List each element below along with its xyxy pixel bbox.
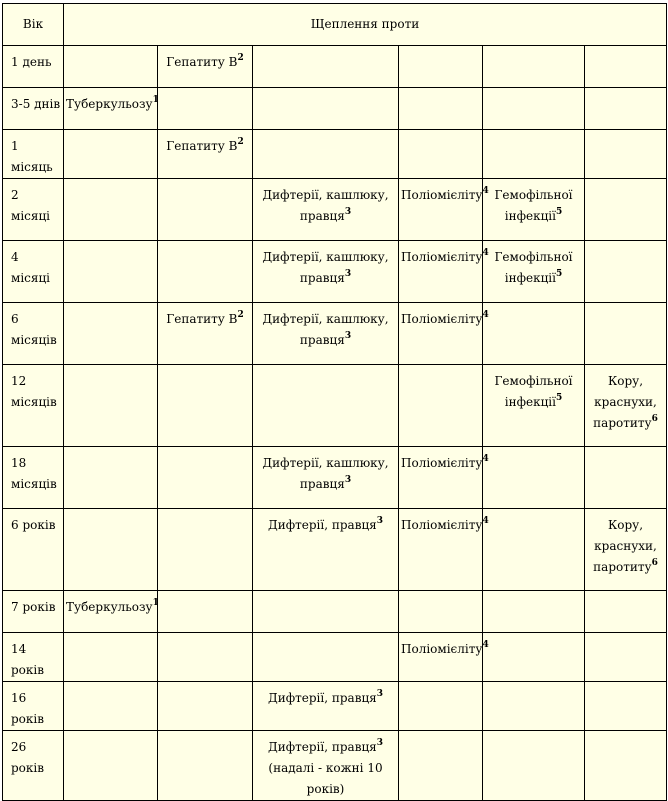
vaccine-cell (64, 241, 158, 303)
footnote-marker: 4 (482, 640, 489, 650)
footnote-marker: 3 (376, 738, 383, 748)
footnote-marker: 4 (482, 516, 489, 526)
footnote-marker: 5 (555, 393, 563, 403)
vaccine-cell (158, 731, 253, 801)
age-cell: 18 місяців (3, 447, 64, 509)
vaccine-cell (253, 633, 399, 682)
vaccine-cell (483, 509, 585, 591)
footnote-marker: 6 (651, 558, 658, 568)
vaccine-cell (64, 682, 158, 731)
vaccine-cell (399, 303, 489, 365)
table-row (3, 179, 667, 241)
vaccine-cell (64, 303, 158, 365)
vaccine-cell (253, 130, 399, 179)
vaccine-cell (253, 365, 399, 447)
footnote-marker: 4 (482, 248, 489, 258)
vaccine-cell (158, 46, 253, 88)
vaccine-cell (483, 365, 585, 447)
table-row (3, 509, 667, 591)
footnote-marker: 3 (344, 207, 352, 217)
vaccine-cell (253, 303, 399, 365)
vaccine-cell (253, 88, 399, 130)
vaccine-cell (64, 591, 158, 633)
vaccine-cell (158, 130, 253, 179)
vaccine-cell (399, 447, 489, 509)
vaccine-cell (399, 130, 483, 179)
vaccine-name: Гепатиту В (166, 55, 238, 69)
table-row (3, 88, 667, 130)
vaccine-name: Дифтерії, кашлюку, правця (262, 456, 389, 491)
vaccine-cell (253, 591, 399, 633)
vaccine-cell (158, 88, 253, 130)
footnote-marker: 3 (344, 475, 352, 485)
vaccine-cell (585, 731, 667, 801)
footnote-marker: 2 (237, 310, 244, 320)
vaccine-cell (585, 46, 667, 88)
vaccine-cell (64, 46, 158, 88)
footnote-marker: 4 (482, 186, 489, 196)
vaccine-cell (399, 179, 489, 241)
vaccine-name: Гепатиту В (166, 139, 238, 153)
vaccine-cell (483, 303, 585, 365)
vaccine-cell (483, 179, 585, 241)
vaccine-cell (483, 241, 585, 303)
vaccine-name: Поліомієліту (401, 188, 483, 202)
age-cell: 26 років (3, 731, 64, 801)
vaccine-cell (64, 365, 158, 447)
vaccine-cell (483, 731, 585, 801)
table-row (3, 731, 667, 801)
footnote-marker: 4 (482, 454, 489, 464)
vaccine-cell (585, 447, 667, 509)
age-cell: 4 місяці (3, 241, 64, 303)
table-row (3, 447, 667, 509)
vaccine-name: Туберкульозу (66, 600, 153, 614)
vaccine-cell (64, 88, 158, 130)
vaccine-cell (64, 179, 158, 241)
vaccine-name: Туберкульозу (66, 97, 153, 111)
vaccine-cell (483, 88, 585, 130)
table-row (3, 633, 667, 682)
vaccine-cell (158, 509, 253, 591)
vaccine-name: Гемофільної інфекції (494, 250, 573, 285)
footnote-marker: 3 (344, 269, 352, 279)
footnote-marker: 2 (237, 53, 244, 63)
vaccine-name: Поліомієліту (401, 250, 483, 264)
footnote-marker: 3 (344, 331, 352, 341)
vaccine-cell (483, 591, 585, 633)
vaccine-cell (64, 447, 158, 509)
vaccine-name: Кору, краснухи, паротиту (593, 518, 657, 574)
vaccine-cell (585, 179, 667, 241)
vaccine-cell (585, 633, 667, 682)
vaccine-cell (158, 447, 253, 509)
table-row (3, 46, 667, 88)
vaccine-cell (399, 88, 483, 130)
footnote-marker: 5 (555, 269, 563, 279)
vaccine-name: Дифтерії, кашлюку, правця (262, 312, 389, 347)
vaccine-cell (399, 591, 483, 633)
vaccine-cell (158, 303, 253, 365)
vaccine-cell (253, 447, 399, 509)
vaccine-cell (483, 46, 585, 88)
vaccine-cell (585, 88, 667, 130)
vaccine-cell (585, 241, 667, 303)
vaccine-cell (483, 130, 585, 179)
vaccine-cell (399, 633, 489, 682)
footnote-marker: 3 (376, 689, 383, 699)
vaccine-cell (585, 130, 667, 179)
table-row (3, 303, 667, 365)
footnote-marker: 1 (152, 95, 159, 105)
vaccine-name: Дифтерії, кашлюку, правця (262, 188, 389, 223)
vaccine-name: Кору, краснухи, паротиту (593, 374, 657, 430)
vaccine-cell (585, 365, 667, 447)
vaccine-cell (253, 682, 399, 731)
footnote-marker: 5 (555, 207, 563, 217)
vaccine-name: Гемофільної інфекції (494, 188, 573, 223)
age-cell: 6 років (3, 509, 64, 591)
header-row (3, 4, 667, 46)
vaccine-cell (158, 365, 253, 447)
vaccine-cell (399, 731, 483, 801)
vaccine-cell (253, 179, 399, 241)
vaccination-column-header: Щеплення проти (64, 4, 667, 46)
vaccine-name: Поліомієліту (401, 642, 483, 656)
table-row (3, 130, 667, 179)
age-cell: 3-5 днів (3, 88, 64, 130)
age-cell: 7 років (3, 591, 64, 633)
table-row (3, 241, 667, 303)
vaccine-cell (483, 633, 585, 682)
footnote-marker: 2 (237, 137, 244, 147)
vaccine-cell (585, 509, 667, 591)
vaccine-name: Поліомієліту (401, 456, 483, 470)
age-column-header: Вік (3, 4, 64, 46)
vaccine-cell (64, 130, 158, 179)
age-cell: 1 день (3, 46, 64, 88)
vaccine-name: Гемофільної інфекції (494, 374, 573, 409)
vaccine-cell (585, 591, 667, 633)
vaccine-name: Гепатиту В (166, 312, 238, 326)
vaccine-cell (253, 46, 399, 88)
age-cell: 14 років (3, 633, 64, 682)
vaccine-name: Поліомієліту (401, 312, 483, 326)
vaccine-cell (585, 303, 667, 365)
vaccine-cell (399, 46, 483, 88)
vaccine-cell (253, 241, 399, 303)
vaccine-cell (399, 682, 483, 731)
footnote-marker: 3 (376, 516, 383, 526)
vaccine-cell (64, 731, 158, 801)
footnote-marker: 1 (152, 598, 159, 608)
age-cell: 12 місяців (3, 365, 64, 447)
vaccine-cell (253, 731, 399, 801)
vaccine-name: Дифтерії, правця (267, 518, 377, 532)
schedule-body (3, 46, 667, 801)
footnote-marker: 6 (651, 414, 658, 424)
vaccine-name: Дифтерії, правця (267, 740, 377, 754)
vaccine-name: Дифтерії, кашлюку, правця (262, 250, 389, 285)
age-cell: 2 місяці (3, 179, 64, 241)
vaccine-cell (399, 365, 483, 447)
vaccine-cell (483, 447, 585, 509)
vaccine-name: Поліомієліту (401, 518, 483, 532)
vaccine-cell (64, 633, 158, 682)
age-cell: 1 місяць (3, 130, 64, 179)
vaccine-cell (585, 682, 667, 731)
booster-note: (надалі - кожні 10 років) (268, 761, 383, 796)
table-row (3, 591, 667, 633)
table-row (3, 682, 667, 731)
vaccine-cell (158, 682, 253, 731)
age-cell: 6 місяців (3, 303, 64, 365)
vaccine-cell (483, 682, 585, 731)
vaccine-cell (158, 241, 253, 303)
vaccine-cell (253, 509, 399, 591)
vaccine-cell (64, 509, 158, 591)
vaccine-cell (399, 509, 489, 591)
vaccine-cell (399, 241, 489, 303)
vaccine-cell (158, 179, 253, 241)
footnote-marker: 4 (482, 310, 489, 320)
vaccine-name: Дифтерії, правця (267, 691, 377, 705)
vaccine-cell (158, 591, 253, 633)
table-row (3, 365, 667, 447)
vaccination-schedule-table (2, 3, 667, 801)
vaccine-cell (158, 633, 253, 682)
age-cell: 16 років (3, 682, 64, 731)
